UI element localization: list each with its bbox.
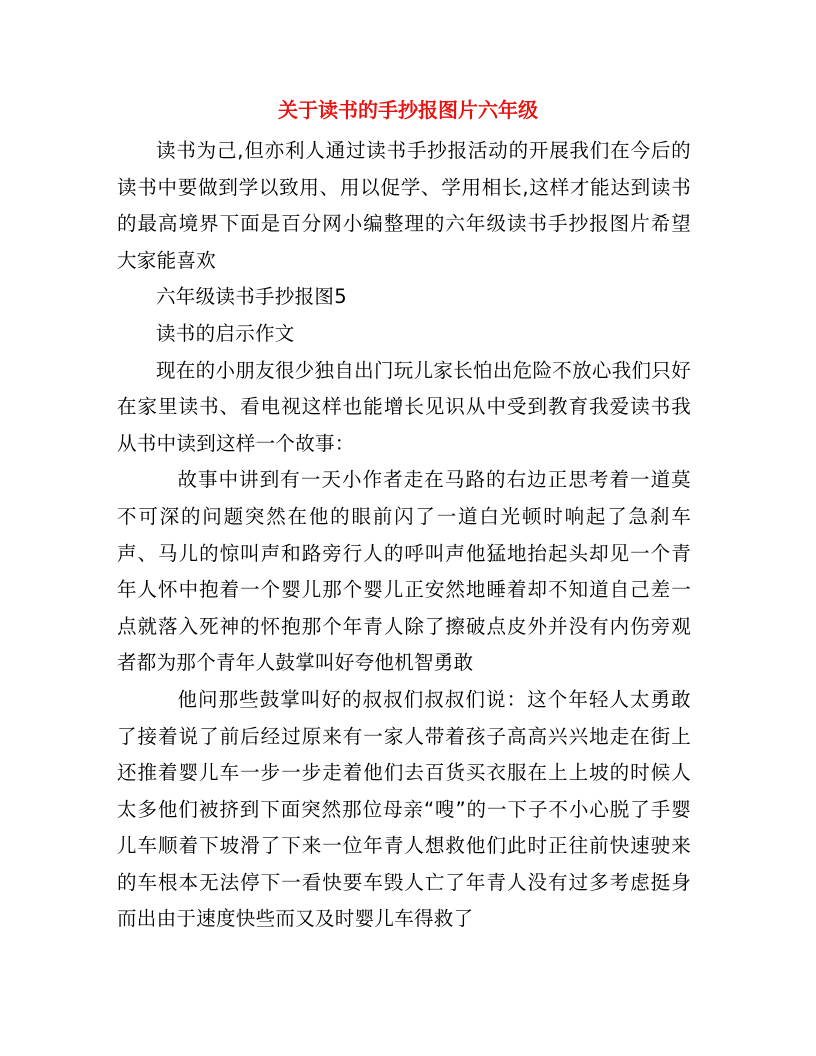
paragraph-story-body: 故事中讲到有一天小作者走在马路的右边正思考着一道莫不可深的问题突然在他的眼前闪了一道白光顿时响起了急刹车声、马儿的惊叫声和路旁行人的呼叫声他猛地抬起头却见一个青年人怀中抱着一个婴儿那个婴儿正安然地睡着却不知道自己差一点就落入死神的怀抱那个年青人除了擦破点皮外并没有内伤旁观者都为那个青年人鼓掌叫好夸他机智勇敢 [117, 468, 691, 675]
document-body [117, 133, 691, 938]
paragraph-subheading: 读书的启示作文 [156, 321, 295, 345]
paragraph-intro: 读书为己,但亦利人通过读书手抄报活动的开展我们在今后的读书中要做到学以致用、用以促学、学用相长,这样才能达到读书的最高境界下面是百分网小编整理的六年级读书手抄报图片希望大家能喜欢 [117, 139, 691, 272]
paragraph-image-caption: 六年级读书手抄报图5 [156, 285, 347, 309]
document-title: 关于读书的手抄报图片六年级 [278, 98, 538, 122]
paragraph-story-explanation: 他问那些鼓掌叫好的叔叔们叔叔们说：这个年轻人太勇敢了接着说了前后经过原来有一家人带着孩子高高兴兴地走在街上还推着婴儿车一步一步走着他们去百货买衣服在上上坡的时候人太多他们被挤到下面突然那位母亲“嗖”的一下子不小心脱了手婴儿车顺着下坡滑了下来一位年青人想救他们此时正往前快速驶来的车根本无法停下一看快要车毁人亡了年青人没有过多考虑挺身而出由于速度快些而又及时婴儿车得救了 [117, 687, 691, 931]
paragraph-story-intro: 现在的小朋友很少独自出门玩儿家长怕出危险不放心我们只好在家里读书、看电视这样也能增长见识从中受到教育我爱读书我从书中读到这样一个故事： [117, 358, 691, 455]
